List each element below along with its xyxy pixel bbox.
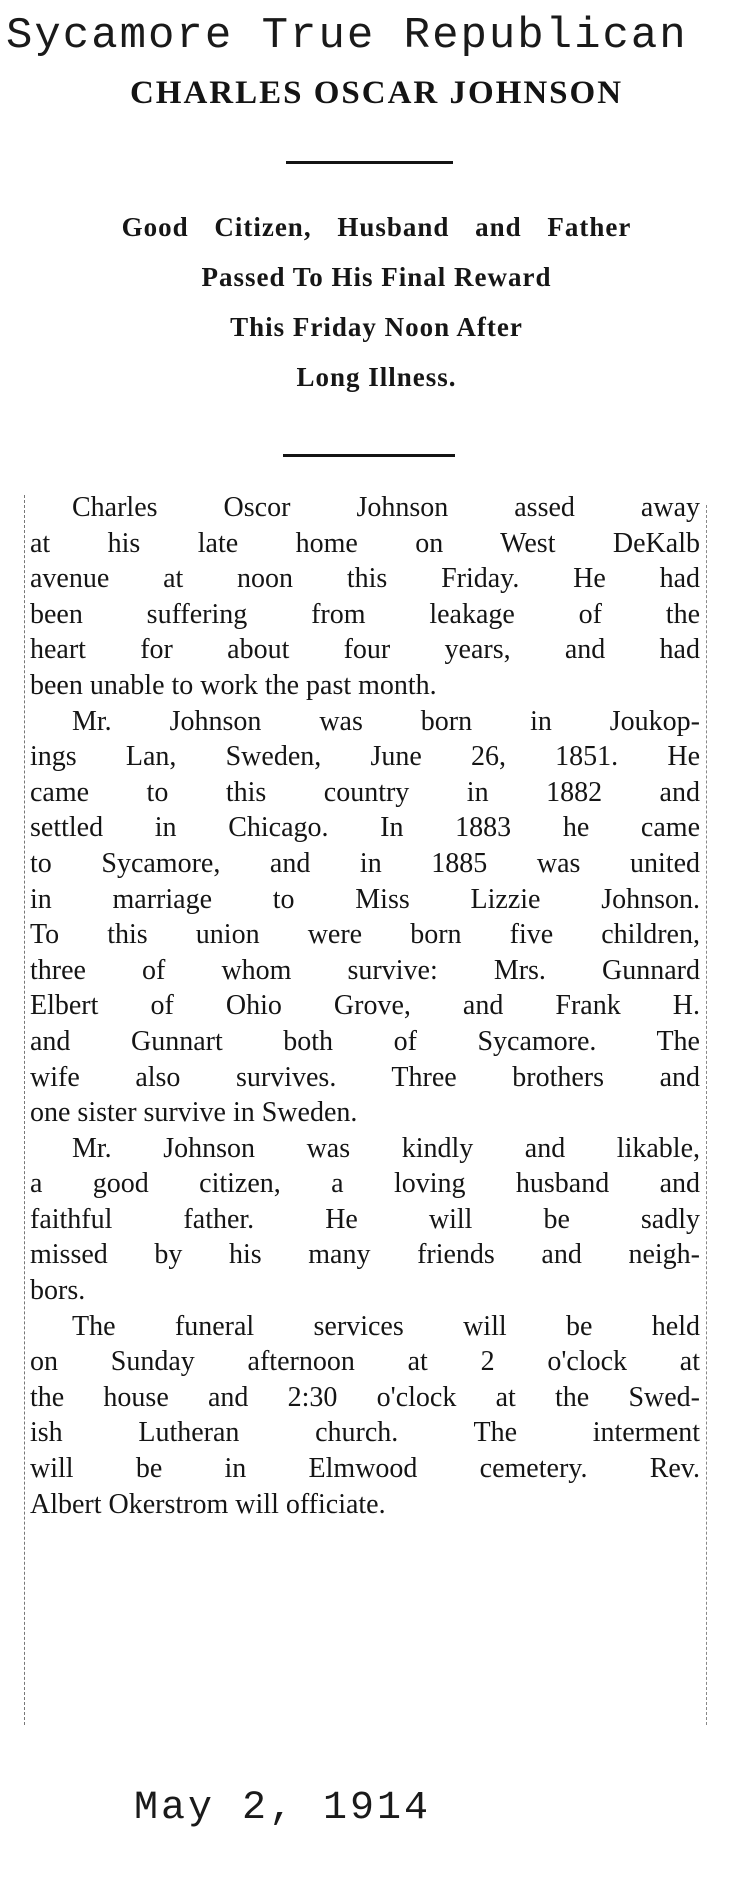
text-line: Mr. Johnson was born in Joukop-: [72, 705, 700, 737]
subheadline-line: Passed To His Final Reward: [201, 262, 552, 292]
text-line: three of whom survive: Mrs. Gunnard: [30, 954, 700, 986]
text-line: been suffering from leakage of the: [30, 598, 700, 630]
text-line: and Gunnart both of Sycamore. The: [30, 1025, 700, 1057]
text-line: missed by his many friends and neigh-: [30, 1239, 700, 1271]
text-line: been unable to work the past month.: [30, 669, 437, 701]
text-line: at his late home on West DeKalb: [30, 527, 700, 559]
text-line: ings Lan, Sweden, June 26, 1851. He: [30, 741, 700, 773]
headline-divider: [286, 161, 453, 164]
text-line: The funeral services will be held: [72, 1310, 700, 1342]
column-border-left: [24, 495, 26, 1725]
column-border-right: [706, 505, 708, 1725]
obituary-body: [30, 490, 700, 1522]
text-line: ish Lutheran church. The interment: [30, 1417, 700, 1449]
text-line: a good citizen, a loving husband and: [30, 1168, 700, 1200]
text-line: wife also survives. Three brothers and: [30, 1061, 700, 1093]
text-line: one sister survive in Sweden.: [30, 1097, 358, 1129]
text-line: in marriage to Miss Lizzie Johnson.: [30, 883, 700, 915]
paragraph: [30, 1309, 700, 1523]
newspaper-name: Sycamore True Republican: [6, 11, 688, 61]
text-line: on Sunday afternoon at 2 o'clock at: [30, 1346, 700, 1378]
text-line: Elbert of Ohio Grove, and Frank H.: [30, 990, 700, 1022]
text-line: faithful father. He will be sadly: [30, 1203, 700, 1235]
publication-date: May 2, 1914: [134, 1786, 432, 1831]
text-line: avenue at noon this Friday. He had: [30, 563, 700, 595]
obituary-headline: CHARLES OSCAR JOHNSON: [129, 75, 624, 111]
text-line: To this union were born five children,: [30, 919, 700, 951]
text-line: bors.: [30, 1275, 86, 1307]
text-line: the house and 2:30 o'clock at the Swed-: [30, 1381, 700, 1413]
paragraph: [30, 704, 700, 1131]
text-line: came to this country in 1882 and: [30, 776, 700, 808]
text-line: settled in Chicago. In 1883 he came: [30, 812, 700, 844]
text-line: Albert Okerstrom will officiate.: [30, 1488, 386, 1520]
subheadline-divider: [283, 454, 455, 457]
paragraph: [30, 490, 700, 704]
text-line: Charles Oscor Johnson assed away: [72, 492, 700, 523]
text-line: Mr. Johnson was kindly and likable,: [72, 1132, 700, 1164]
subheadline: [0, 202, 753, 402]
subheadline-line: This Friday Noon After: [230, 312, 523, 342]
subheadline-line: Long Illness.: [296, 362, 457, 392]
text-line: will be in Elmwood cemetery. Rev.: [30, 1453, 700, 1485]
text-line: to Sycamore, and in 1885 was united: [30, 847, 700, 879]
paragraph: [30, 1131, 700, 1309]
text-line: heart for about four years, and had: [30, 634, 700, 666]
subheadline-line: Good Citizen, Husband and Father: [121, 212, 632, 242]
